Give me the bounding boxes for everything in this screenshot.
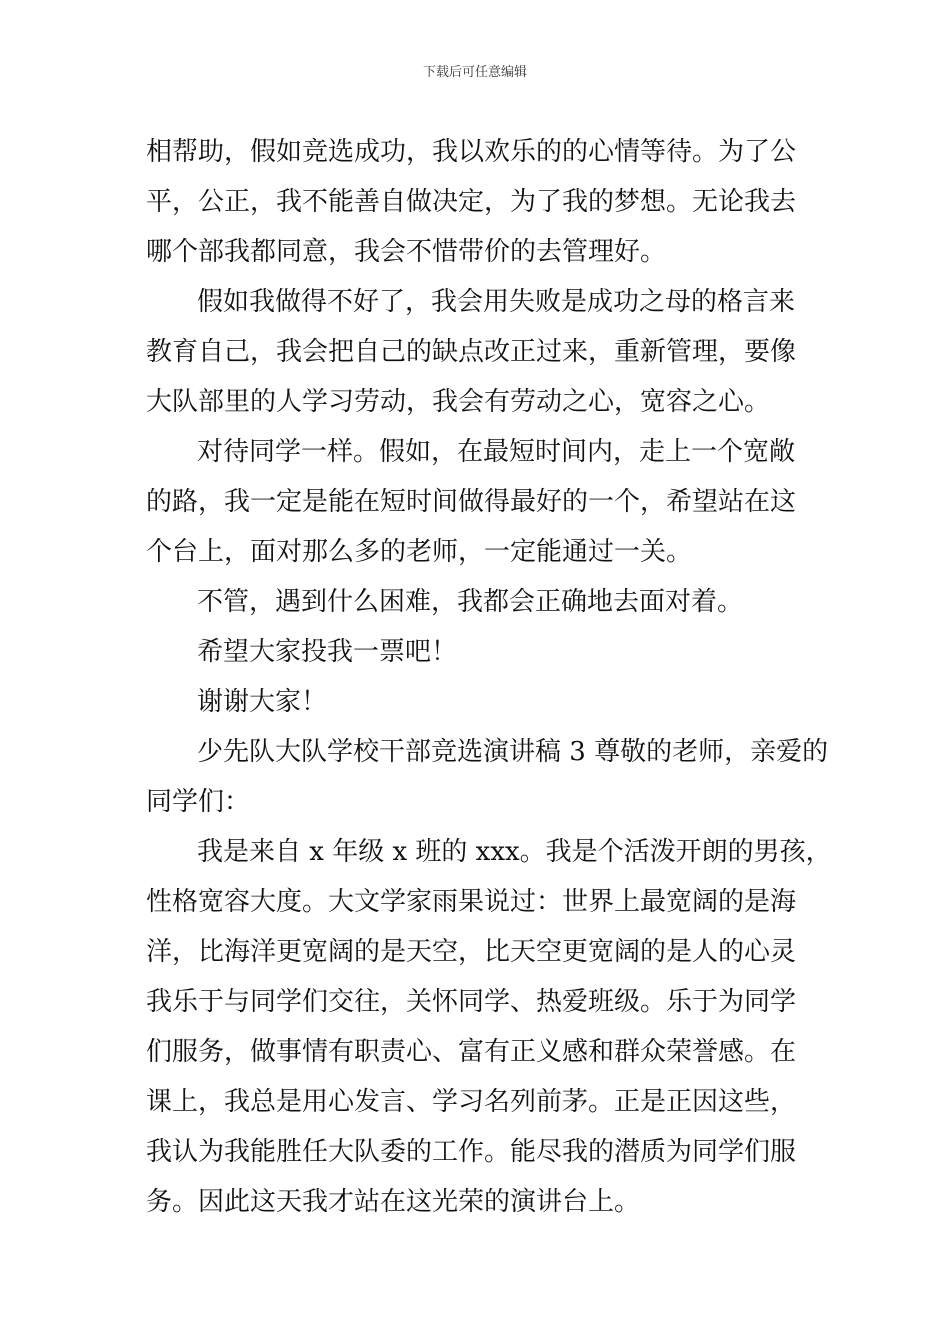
text-line: 个台上，面对那么多的老师，一定能通过一关。: [146, 537, 693, 567]
text-line: 们服务，做事情有职责心、富有正义感和群众荣誉感。在: [146, 1037, 797, 1067]
text-line: 平，公正，我不能善自做决定，为了我的梦想。无论我去: [146, 187, 797, 217]
document-body: [146, 127, 832, 1227]
text-line: 洋，比海洋更宽阔的是天空，比天空更宽阔的是人的心灵: [146, 937, 797, 967]
text-line: 我认为我能胜任大队委的工作。能尽我的潜质为同学们服: [146, 1137, 797, 1167]
text-line: 谢谢大家！: [197, 687, 328, 717]
text-line: 大队部里的人学习劳动，我会有劳动之心，宽容之心。: [146, 387, 771, 417]
text-line: 相帮助，假如竞选成功，我以欢乐的的心情等待。为了公: [146, 137, 797, 167]
text-line: 课上，我总是用心发言、学习名列前茅。正是正因这些，: [146, 1087, 797, 1117]
text-line: 少先队大队学校干部竞选演讲稿 3 尊敬的老师，亲爱的: [197, 737, 829, 767]
text-line: 的路，我一定是能在短时间做得最好的一个，希望站在这: [146, 487, 797, 517]
page-header: 下载后可任意编辑: [422, 65, 527, 80]
text-line: 性格宽容大度。大文学家雨果说过：世界上最宽阔的是海: [146, 887, 797, 917]
text-line: 同学们：: [146, 787, 251, 817]
text-line: 假如我做得不好了，我会用失败是成功之母的格言来: [197, 287, 796, 317]
text-line: 我是来自 x 年级 x 班的 xxx。我是个活泼开朗的男孩，: [197, 837, 832, 867]
text-line: 不管，遇到什么困难，我都会正确地去面对着。: [197, 587, 744, 617]
text-line: 对待同学一样。假如，在最短时间内，走上一个宽敞: [197, 437, 796, 467]
text-line: 哪个部我都同意，我会不惜带价的去管理好。: [146, 237, 667, 267]
text-line: 教育自己，我会把自己的缺点改正过来，重新管理，要像: [146, 337, 797, 367]
text-line: 希望大家投我一票吧！: [197, 637, 458, 667]
text-line: 务。因此这天我才站在这光荣的演讲台上。: [146, 1187, 641, 1217]
text-line: 我乐于与同学们交往，关怀同学、热爱班级。乐于为同学: [146, 987, 797, 1017]
